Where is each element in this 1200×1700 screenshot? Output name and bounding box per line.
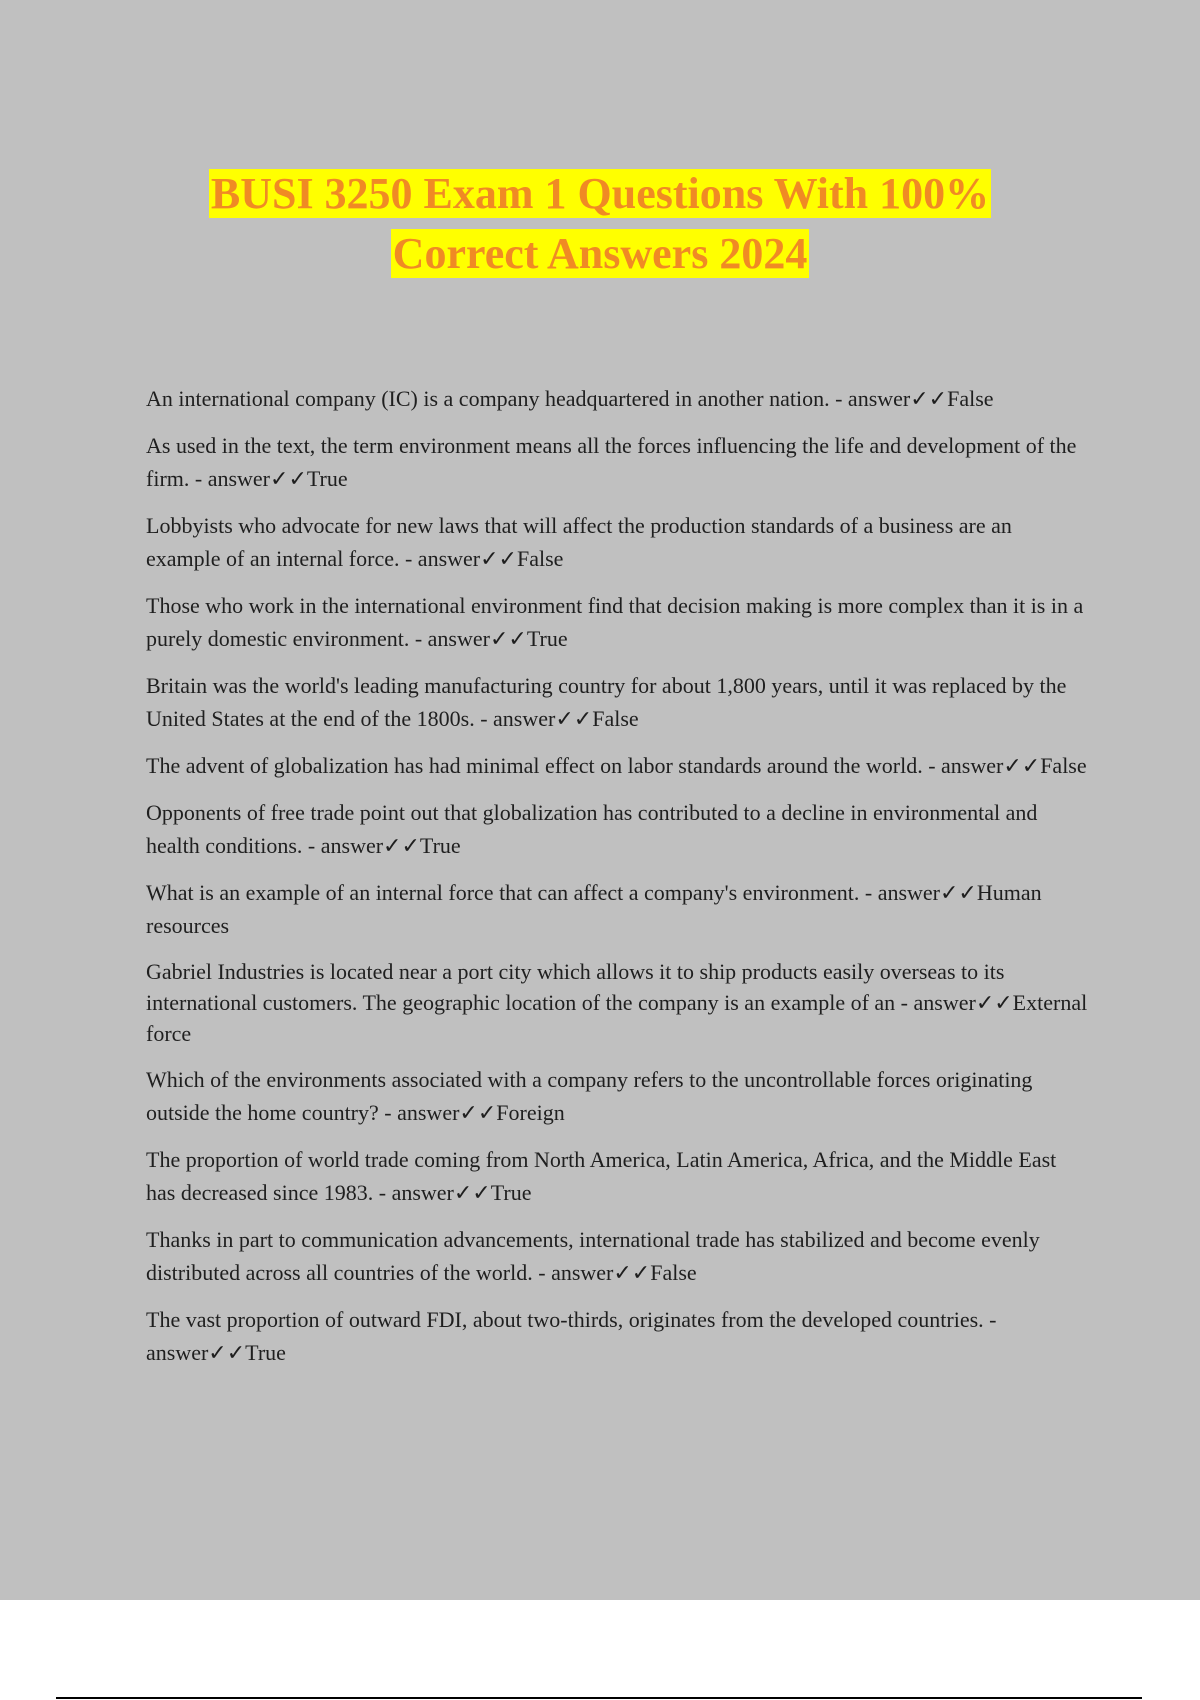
title-line-1 <box>0 165 1200 223</box>
question-answer-list <box>146 382 1091 1383</box>
qa-item: Those who work in the international environment find that decision making is more complex than it is in a purely domestic environment. - answer✓✓True <box>146 593 1084 651</box>
document-title <box>0 165 1200 285</box>
bottom-divider <box>56 1697 1142 1699</box>
qa-item: Lobbyists who advocate for new laws that will affect the production standards of a business are an example of an internal force. - answer✓✓False <box>146 513 1012 571</box>
qa-item: Which of the environments associated with a company refers to the uncontrollable forces originating outside the home country? - answer✓✓Foreign <box>146 1067 1033 1125</box>
title-line-2 <box>0 225 1200 283</box>
title-line-1-text: BUSI 3250 Exam 1 Questions With 100% <box>210 169 990 218</box>
qa-item: Britain was the world's leading manufacturing country for about 1,800 years, until it was replaced by the United States at the end of the 1800s. - answer✓✓False <box>146 673 1067 731</box>
qa-item: As used in the text, the term environment means all the forces influencing the life and development of the firm. - answer✓✓True <box>146 433 1077 491</box>
qa-item: The vast proportion of outward FDI, about two-thirds, originates from the developed countries. - answer✓✓True <box>146 1307 997 1365</box>
qa-item: An international company (IC) is a company headquartered in another nation. - answer✓✓False <box>146 386 994 411</box>
qa-item: Gabriel Industries is located near a port city which allows it to ship products easily overseas to its international customers. The geographic location of the company is an example of an - answer✓✓External force <box>146 959 1088 1046</box>
title-line-2-text: Correct Answers 2024 <box>392 229 808 278</box>
qa-item: The advent of globalization has had minimal effect on labor standards around the world. - answer✓✓False <box>146 753 1087 778</box>
qa-item: The proportion of world trade coming from North America, Latin America, Africa, and the Middle East has decreased since 1983. - answer✓✓True <box>146 1147 1057 1205</box>
qa-item: Thanks in part to communication advancements, international trade has stabilized and become evenly distributed across all countries of the world. - answer✓✓False <box>146 1227 1040 1285</box>
qa-item: Opponents of free trade point out that globalization has contributed to a decline in environmental and health conditions. - answer✓✓True <box>146 800 1038 858</box>
qa-item: What is an example of an internal force that can affect a company's environment. - answer✓✓Human resources <box>146 880 1042 938</box>
